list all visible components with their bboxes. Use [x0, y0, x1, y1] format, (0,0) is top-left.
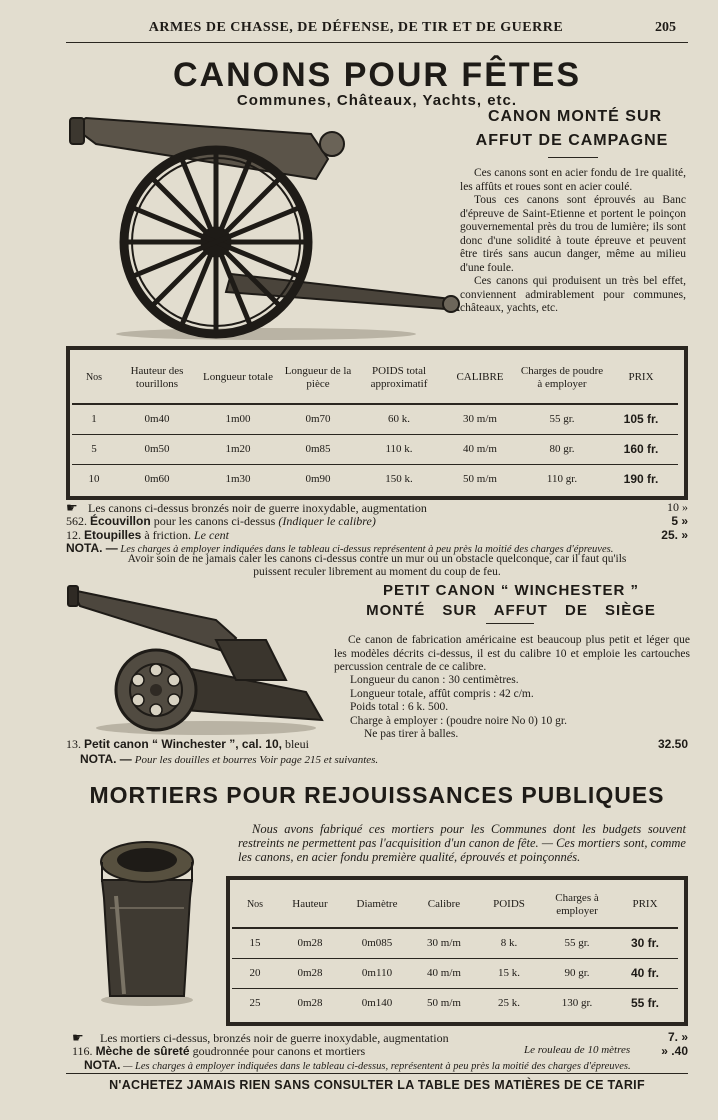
table-header: PRIX — [628, 371, 654, 383]
table-cell: 1m00 — [225, 413, 251, 426]
pointing-hand-icon: ☛ — [66, 500, 78, 515]
table-header: POIDS — [493, 898, 525, 910]
header-rule — [66, 42, 688, 43]
item-number: 562. — [66, 514, 87, 528]
warning-line: Avoir soin de ne jamais caler les canons ci-dessus contre un mur ou un obstacle quelconque, car il faut qu'ils — [127, 553, 627, 565]
table-cell-price: 40 fr. — [630, 966, 660, 980]
table-cell: 40 m/m — [427, 967, 461, 979]
mortar-illustration — [94, 838, 200, 1008]
mortar-price-table — [232, 882, 678, 1018]
table-cell: 30 m/m — [427, 937, 461, 950]
table-row — [232, 958, 678, 988]
spec-line: Longueur totale, affût compris : 42 c/m. — [350, 687, 534, 700]
table-cell: 55 gr. — [549, 413, 575, 426]
table-cell: 0m110 — [361, 967, 393, 979]
section1-heading-line2: AFFUT DE CAMPAGNE — [475, 132, 669, 149]
item-price: 32.50 — [657, 737, 688, 751]
table-row — [72, 434, 678, 464]
spec-line: Poids total : 6 k. 500. — [350, 701, 449, 713]
table-cell: 15 k. — [498, 967, 520, 979]
item-price: 25. » — [661, 528, 688, 542]
nota-text: Pour les douilles et bourres Voir page 215 et suivantes. — [134, 754, 379, 766]
table-cell: 0m85 — [305, 443, 331, 455]
item-name: Petit canon “ Winchester ”, cal. 10, — [84, 737, 282, 751]
table-cell: 0m50 — [144, 443, 170, 455]
page-title: CANONS POUR FÊTES — [172, 56, 582, 94]
item-name: Mèche de sûreté — [95, 1044, 190, 1058]
table-header: Hauteur — [292, 898, 328, 910]
table-cell: 30 m/m — [463, 413, 497, 426]
table-cell-price: 190 fr. — [623, 472, 659, 487]
table-cell: 0m60 — [144, 473, 170, 486]
item-price: 5 » — [671, 514, 688, 528]
table-row — [232, 928, 678, 958]
section2-specs — [350, 674, 686, 742]
table-cell: 60 k. — [388, 413, 410, 426]
table-header: Diamètre — [356, 898, 398, 910]
table-cell-price: 55 fr. — [630, 996, 660, 1011]
table-header: Longueur de la pièce — [284, 364, 352, 390]
note-price: 7. » — [667, 1030, 688, 1044]
table-cell: 50 m/m — [427, 997, 461, 1010]
table-header: PRIX — [632, 898, 658, 910]
table-cell: 0m40 — [144, 413, 170, 426]
note-price: 10 » — [667, 500, 688, 514]
item-name: Etoupilles — [84, 528, 142, 542]
spec-line: Charge à employer : (poudre noire No 0) 10 gr. — [350, 714, 567, 727]
table-cell: 1 — [91, 413, 97, 426]
table-header: Charges de poudre à employer — [520, 364, 604, 390]
section2-heading-line2: MONTÉ SUR AFFUT DE SIÈGE — [366, 602, 656, 619]
section3-intro: Nous avons fabriqué ces mortiers pour les Communes dont les budgets souvent restreints ne permettent pas l'acquisition d'un canon de fête. — Ces mortiers sont, comme les canons, en acier fondu première qualité, éprouvés et poinçonnés. — [238, 822, 686, 864]
item-winchester — [66, 737, 688, 752]
nota-label: NOTA. — [84, 1058, 121, 1072]
table-header: Nos — [246, 899, 264, 910]
table-cell: 40 m/m — [463, 443, 497, 455]
table-row — [72, 404, 678, 434]
table-cell-price: 105 fr. — [623, 412, 659, 427]
table-cell: 90 gr. — [564, 967, 590, 979]
section2-heading-line1: PETIT CANON “ WINCHESTER ” — [382, 582, 639, 599]
section1-rule — [548, 157, 598, 158]
table-cell: 8 k. — [500, 937, 518, 950]
item-number: 12. — [66, 528, 81, 542]
spec-line: Ne pas tirer à balles. — [364, 728, 459, 740]
warning-line: puissent reculer librement au moment du coup de feu. — [253, 566, 501, 578]
table-cell-price: 30 fr. — [630, 936, 660, 951]
section2-intro: Ce canon de fabrication américaine est beaucoup plus petit et léger que les modèles décrits ci-dessus, il est du calibre 10 et emploie les cartouches percussion centrale de ce calibre. — [334, 634, 690, 673]
nota-winchester — [80, 752, 378, 767]
note-text: Les mortiers ci-dessus, bronzés noir de guerre inoxydable, augmentation — [100, 1031, 449, 1045]
section1-description — [460, 167, 686, 316]
item-italic-text: (Indiquer le calibre) — [278, 514, 376, 528]
table-cell: 0m28 — [297, 997, 323, 1010]
table-cell: 25 — [249, 997, 261, 1010]
table-cell: 80 gr. — [549, 443, 575, 455]
table-header: Charges à employer — [555, 891, 599, 917]
section1-heading-line1: CANON MONTÉ SUR — [487, 108, 663, 125]
item-text: à friction. — [144, 528, 191, 542]
table-cell: 110 k. — [385, 443, 413, 455]
item-text: goudronnée pour canons et mortiers — [192, 1044, 366, 1058]
table-cell: 20 — [249, 967, 261, 979]
section3-heading: MORTIERS POUR REJOUISSANCES PUBLIQUES — [89, 782, 665, 808]
footer-rule — [66, 1073, 688, 1074]
table-cell: 15 — [249, 937, 261, 950]
table-cell: 1m30 — [225, 473, 251, 486]
nota-label: NOTA. — — [66, 541, 118, 555]
item-ecouvillon — [66, 514, 688, 529]
item-italic-text: Le cent — [194, 528, 229, 542]
table-cell: 0m90 — [305, 473, 331, 486]
page-subtitle: Communes, Châteaux, Yachts, etc. — [236, 92, 518, 109]
nota-text: — Les charges à employer indiquées dans le tableau ci-dessus, représentent à peu près la moitié des charges d'épreuves. — [123, 1061, 631, 1072]
table-cell: 0m28 — [297, 967, 323, 979]
section1-paragraph: Tous ces canons sont éprouvés au Banc d'épreuve de Saint-Etienne et portent le poinçon gouvernemental près du trou de lumière; ils sont donc d'une solidité à toute épreuve et peuvent être tirés sans aucun danger, même au milieu d'une foule. — [460, 194, 686, 274]
table-header: Nos — [85, 372, 103, 383]
nota-mortars — [84, 1058, 688, 1072]
table-cell: 0m085 — [361, 937, 393, 950]
item-name: Écouvillon — [90, 514, 151, 528]
item-italic-text: Le rouleau de 10 mètres — [524, 1044, 631, 1056]
footer-notice: N'ACHETEZ JAMAIS RIEN SANS CONSULTER LA TABLE DES MATIÈRES DE CE TARIF — [109, 1078, 645, 1092]
table-cell: 1m20 — [225, 443, 251, 455]
table-header: CALIBRE — [456, 371, 504, 383]
item-number: 116. — [72, 1044, 93, 1058]
item-text: bleui — [284, 737, 309, 751]
winchester-cannon-illustration — [66, 580, 328, 740]
table-cell: 25 k. — [498, 997, 520, 1010]
section2-rule — [486, 623, 534, 624]
item-text: pour les canons ci-dessus — [153, 514, 276, 528]
table-cell: 0m70 — [305, 413, 331, 426]
table-cell: 5 — [91, 443, 97, 455]
table-row — [72, 464, 678, 494]
pointing-hand-icon: ☛ — [72, 1030, 84, 1045]
table-header: Calibre — [427, 898, 461, 910]
nota-text: Les charges à employer indiquées dans le tableau ci-dessus représentent à peu près la moitié des charges d'épreuves. — [120, 544, 614, 555]
table-header: Hauteur des tourillons — [130, 364, 184, 390]
page-number: 205 — [655, 20, 676, 35]
table-cell-price: 160 fr. — [623, 442, 659, 456]
table-cell: 0m28 — [297, 937, 323, 950]
table-cell: 55 gr. — [564, 937, 590, 950]
running-header: ARMES DE CHASSE, DE DÉFENSE, DE TIR ET DE GUERRE — [148, 20, 564, 35]
table-row — [232, 988, 678, 1018]
table-header: POIDS total approximatif — [370, 364, 428, 390]
table-cell: 150 k. — [385, 473, 413, 486]
item-number: 13. — [66, 737, 81, 751]
field-cannon-illustration — [66, 104, 466, 344]
table-cell: 110 gr. — [546, 473, 578, 486]
spec-line: Longueur du canon : 30 centimètres. — [350, 674, 519, 686]
item-meche — [72, 1044, 688, 1059]
note-text: Les canons ci-dessus bronzés noir de guerre inoxydable, augmentation — [88, 501, 427, 515]
section1-paragraph: Ces canons qui produisent un très bel effet, conviennent admirablement pour communes, châteaux, yachts, etc. — [460, 275, 686, 314]
table-cell: 50 m/m — [463, 473, 497, 486]
cannon-price-table — [72, 352, 678, 494]
table-header: Longueur totale — [203, 371, 273, 383]
table-cell: 10 — [88, 473, 100, 486]
table-cell: 0m140 — [361, 997, 393, 1010]
section1-paragraph: Ces canons sont en acier fondu de 1re qualité, les affûts et roues sont en acier coulé. — [460, 167, 686, 193]
nota-label: NOTA. — — [80, 752, 132, 766]
item-price: » .40 — [661, 1044, 688, 1058]
table-cell: 130 gr. — [561, 997, 593, 1010]
